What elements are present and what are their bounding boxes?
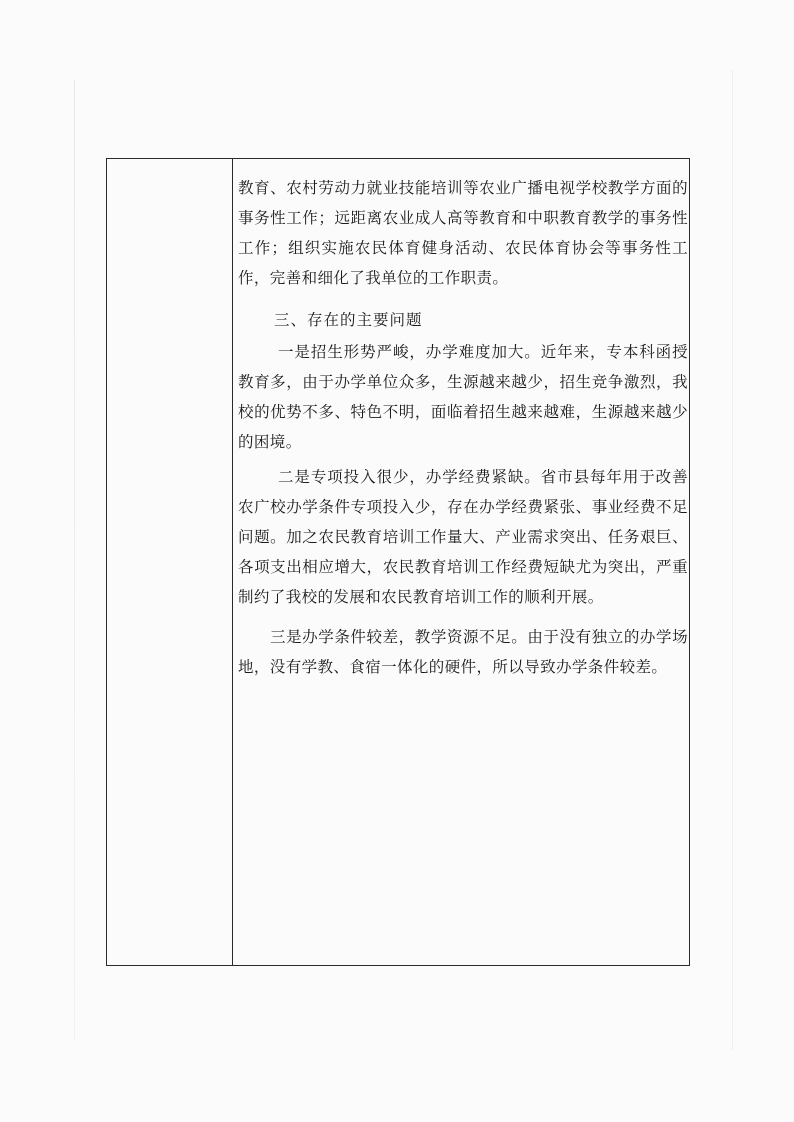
problem-two-paragraph: 二是专项投入很少，办学经费紧缺。省市县每年用于改善农广校办学条件专项投入少，存在办学经费紧张、事业经费不足问题。加之农民教育培训工作量大、产业需求突出、任务艰巨、各项支出相应增大，农民教育培训工作经费短缺尤为突出，严重制约了我校的发展和农民教育培训工作的顺利开展。 — [238, 468, 688, 606]
continuation-paragraph: 教育、农村劳动力就业技能培训等农业广播电视学校教学方面的事务性工作；远距离农业成人高等教育和中职教育教学的事务性工作；组织实施农民体育健身活动、农民体育协会等事务性工作，完善和细化了我单位的工作职责。 — [238, 179, 688, 287]
scan-edge-right — [732, 70, 733, 1050]
scan-edge-left — [74, 80, 75, 1040]
problem-one-paragraph: 一是招生形势严峻，办学难度加大。近年来，专本科函授教育多，由于办学单位众多，生源越来越少，招生竞争激烈，我校的优势不多、特色不明，面临着招生越来越难，生源越来越少的困境。 — [238, 343, 688, 451]
form-table — [106, 158, 690, 966]
content-cell — [234, 159, 689, 965]
problem-three-paragraph: 三是办学条件较差，教学资源不足。由于没有独立的办学场地，没有学教、食宿一体化的硬件，所以导致办学条件较差。 — [238, 628, 688, 676]
section-heading: 三、存在的主要问题 — [274, 311, 423, 329]
column-divider — [232, 159, 233, 965]
